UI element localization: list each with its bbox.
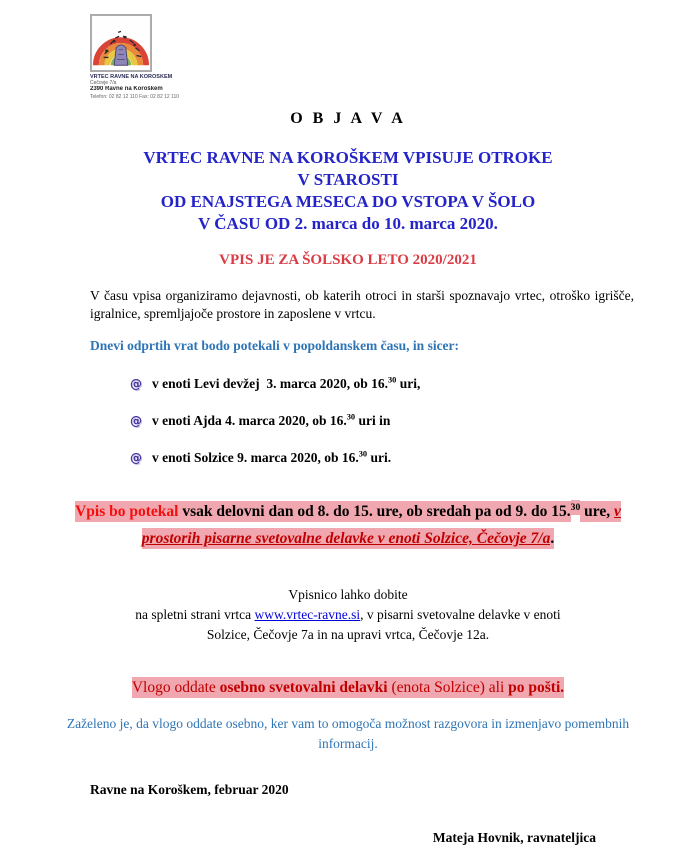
main-heading-line3: OD ENAJSTEGA MESECA DO VSTOPA V ŠOLO [160,192,536,211]
kindergarten-logo-block [90,14,200,100]
form-info-line2 [0,605,696,625]
signature-line: Mateja Hovnik, ravnateljica [432,830,596,845]
open-day-text-suffix: uri, [396,376,421,391]
form-info-line2-before: na spletni strani vrtca [135,607,255,622]
open-day-text-suffix: uri. [367,450,392,465]
date-line: Ravne na Koroškem, februar 2020 [90,782,289,797]
at-bullet-icon: @ [130,414,142,428]
logo-address-line2: 2390 Ravne na Koroškem [90,86,163,92]
submission-part4: po pošti. [508,679,565,696]
form-info-line2-after: , v pisarni svetovalne delavke v enoti [360,607,561,622]
submission-part1: Vlogo oddate [131,679,220,696]
open-day-text: v enoti Ajda 4. marca 2020, ob 16. [152,413,347,428]
list-item [130,448,696,468]
list-item [130,374,696,394]
time-superscript: 30 [346,412,356,422]
rainbow-children-logo-icon [90,14,152,72]
logo-address-line1: Čečovje 7/a [90,80,117,86]
form-info-line1: Vpisnico lahko dobite [288,587,408,602]
open-day-text: v enoti Levi devžej 3. marca 2020, ob 16. [152,376,388,391]
enrollment-period: . [550,530,555,547]
enrollment-lead-text: Vpis bo potekal [75,503,179,520]
main-heading-line1: VRTEC RAVNE NA KOROŠKEM VPISUJE OTROKE [143,148,553,167]
closing-note: Zaželeno je, da vlogo oddate osebno, ker vam to omogoča možnost razgovora in izmenjavo pomembnih informacij. [66,716,630,751]
main-heading-line4: V ČASU OD 2. marca do 10. marca 2020. [198,214,498,233]
document-title: O B J A V A [290,110,406,127]
enrollment-body-text: vsak delovni dan od 8. do 15. ure, ob sredah pa od 9. do 15. [178,503,571,520]
open-days-list [130,374,696,468]
at-bullet-icon: @ [130,451,142,465]
logo-contact-line: Telefon: 02 82 12 110 Fax: 02 82 12 110 [90,94,180,100]
website-link[interactable]: www.vrtec-ravne.si [254,607,361,622]
time-superscript: 30 [570,501,581,513]
intro-paragraph: V času vpisa organiziramo dejavnosti, ob katerih otroci in starši spoznavajo vrtec, otroško igrišče, igralnice, spremljajoče prostore in zaposlene v vrtcu. [90,288,634,321]
time-superscript: 30 [358,449,368,459]
enrollment-notice [60,498,636,552]
school-year-subheading: VPIS JE ZA ŠOLSKO LETO 2020/2021 [219,252,477,268]
list-item [130,411,696,431]
form-info [0,585,696,645]
enrollment-body-text2: ure, [580,503,614,520]
submission-part3: (enota Solzice) ali [387,679,509,696]
open-days-lead: Dnevi odprtih vrat bodo potekali v popoldanskem času, in sicer: [90,338,460,353]
open-day-text: v enoti Solzice 9. marca 2020, ob 16. [152,450,359,465]
main-heading [0,147,696,235]
at-bullet-icon: @ [130,377,142,391]
logo-caption [90,74,200,100]
enrollment-location-text: v prostorih pisarne svetovalne delavke v enoti Solzice, Čečovje 7/a [141,503,621,547]
form-info-line3: Solzice, Čečovje 7a in na upravi vrtca, Čečovje 12a. [206,627,490,642]
time-superscript: 30 [387,375,397,385]
submission-notice [60,675,636,700]
logo-name-text: VRTEC RAVNE NA KOROŠKEM [90,74,173,80]
submission-part2: osebno svetovalni delavki [219,679,388,696]
main-heading-line2: V STAROSTI [297,170,399,189]
open-day-text-suffix: uri in [355,413,391,428]
